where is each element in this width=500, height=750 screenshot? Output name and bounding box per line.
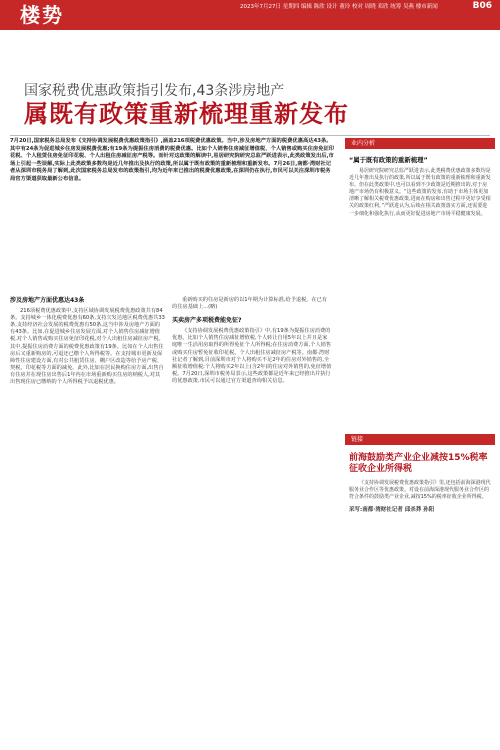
section-tag: 楼势 [20,3,64,27]
col1-heading: 涉及房地产方面优惠达43条 [10,297,85,304]
sidebar-link [345,434,495,517]
sidebar-text [349,168,491,218]
col2b-text: 《支持协调发展税费优惠政策指引》中,有19条为提振住房消费的优惠。比如个人销售住房减征增值税,个人转让自用5年以上并且是家庭唯一生活用房取得的所得免征个人所得税;在住房消费方面,个人销售或购买住房暂免征收印花税。个人出租住房减征房产税等。南都·湾财社记者了解到,目前深圳市对个人将购买不足2年的住房对外销售的,全额征收增值税;个人将购买2年以上(含2年)的住房对外销售的,免征增值税。7月20日,深圳市税务局表示,这些政策都是近年来已经推出并执行的优惠政策,市民可以通过官方渠道查询相关信息。 [172,328,332,384]
masthead-info: 2023年7月27日 星期四 编辑 陈欣 设计 董玲 校对 周晓 邓欣 统筹 吴燕 楼市新闻 [240,4,438,10]
sidebar-paragraph: 易居研究院研究总监严跃进表示,此类税费优惠政策多数均是近几年推出及执行的政策,所以属于既有政策的重新梳理和重新发布。但在此类政策中,也可以看到不少政策是近期推出的,对于房地产市场仍有积极意义。“这些政策的发布,有助于市场主体更加清晰了解相关税费优惠政策,进而在购房和出售过程中更好享受相关的政策红利。”严跃进认为,后续在相关政策落实方面,还需要进一步细化和强化执行,从而更好促进房地产市场平稳健康发展。 [349,168,491,217]
article-lead: 7月20日,国家税务总局发布《支持协调发展税费优惠政策指引》,涵盖216项税费优惠政策。当中,涉及房地产方面的税费优惠高达43条。其中有24条为促进城乡住房发展税费优惠;有19条为提振住房消费的税费优惠。比如个人销售住房减征增值税、个人销售或购买住房免征印花税、个人租赁住房免征印花税、个人出租住房减征房产税等。而针对这政策的解读中,易居研究院研究总监严跃进表示,此类政策发出后,市场上引起一些误解,实际上此类政策多数均是近几年推出及执行的政策,所以属于既有政策的重新梳理和重新发布。7月26日,南都·湾财社记者从深圳市税务局了解到,此次国家税务总局发布的政策指引,均为近年来已推出的税费优惠政策,在深圳仍在执行,市民可以关注深圳市税务局官方渠道获取最新公布信息。 [10,138,335,182]
link-title: 前海鼓励类产业企业减按15%税率征收企业所得税 [349,453,488,474]
link-text [349,480,491,501]
byline: 采写:南都·湾财社记者 邱杀莽 孙阳 [349,507,435,514]
col2-heading: 买卖房产多项税费能免征? [172,317,242,325]
sidebar-title: “属于既有政策的重新梳理” [349,156,428,164]
col1-text: 216项税费优惠政策中,支持区域协调发展税费优惠政策共有84条。支持城乡一体化税费优惠有60条,支持欠发达地区税费优惠共33条,支持经济社会发展的税费优惠有50条,这当中涉及房地产方面的有43条。比如,在促进城乡住房发展方面,对个人销售住房减征增值税,对个人销售或购买住房免征印花税,对个人出租住房减征房产税。其中,提振住房消费方面的税费优惠政策有19条。比如在个人出售住房后又重新购房的,可退还已缴个人所得税等。在支持城市更新及保障性住房建设方面,有对公共租赁住房、棚户区改造等给予房产税、契税、印花税等方面的减免。此外,比如在居民换购住房方面,出售自有住房并在现住房出售后1年内在市场重新购买住房的纳税人,对其出售现住房已缴纳的个人所得税予以退税优惠。 [10,308,165,386]
page-number: B06 [472,1,492,11]
article-kicker: 国家税费优惠政策指引发布,43条涉房地产 [24,83,285,99]
article-headline: 属既有政策重新梳理重新发布 [24,100,349,128]
article-column-2 [172,297,332,385]
col2-text: 重新购买的住房是新房的以1年期为计算标准,给予退税。在已有的住房基础上...(略) [172,297,328,311]
link-section-label: 链接 [345,434,495,445]
link-paragraph: 《支持协调发展税费优惠政策指引》里,还包括前海深港现代服务业合作区等优惠政策。对设在前海深港现代服务业合作区的符合条件的鼓励类产业企业,减按15%的税率征收企业所得税。 [349,480,491,501]
article-column-1 [10,297,165,386]
sidebar-analysis [345,138,495,218]
divider [10,135,490,136]
sidebar-section-label: 业内分析 [345,138,495,149]
